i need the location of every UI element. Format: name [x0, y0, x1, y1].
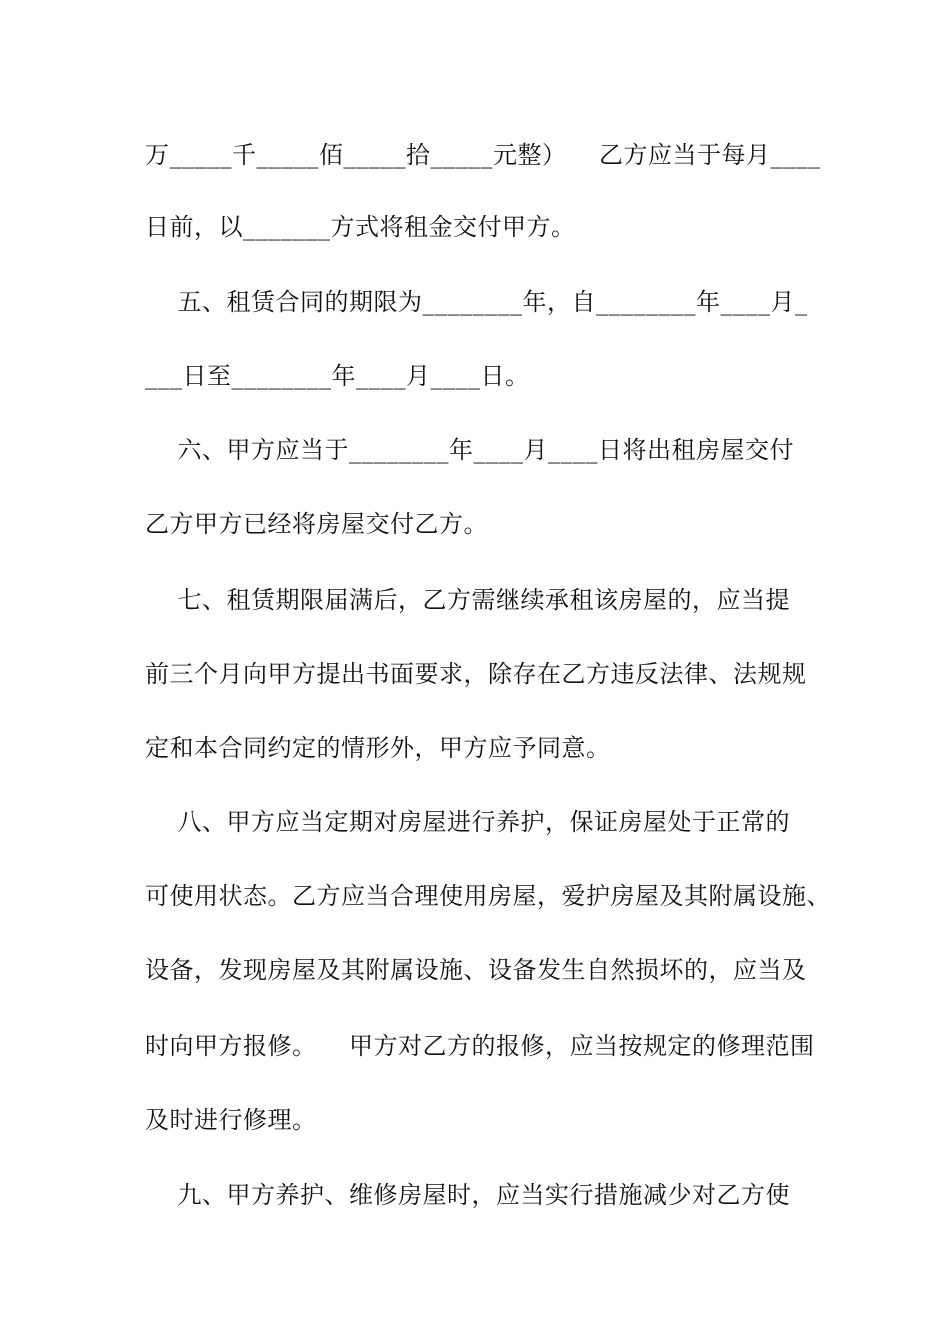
text-line: 及时进行修理。 [145, 1106, 317, 1134]
text-line: 可使用状态。乙方应当合理使用房屋，爱护房屋及其附属设施、 [145, 882, 831, 910]
text-line: 日前，以_______方式将租金交付甲方。 [145, 213, 576, 241]
text-line: 九、甲方养护、维修房屋时，应当实行措施减少对乙方使 [145, 1181, 791, 1209]
text-line: 定和本合同约定的情形外，甲方应予同意。 [145, 734, 611, 762]
text-line: 七、租赁期限届满后，乙方需继续承租该房屋的，应当提 [145, 586, 791, 614]
text-line: 五、租赁合同的期限为________年，自________年____月_ [145, 288, 808, 316]
text-line: ___日至________年____月____日。 [145, 362, 530, 390]
text-line: 万_____千_____佰_____拾_____元整） 乙方应当于每月____ [145, 141, 821, 169]
text-line: 乙方甲方已经将房屋交付乙方。 [145, 510, 488, 538]
text-line: 八、甲方应当定期对房屋进行养护，保证房屋处于正常的 [145, 808, 791, 836]
text-line: 设备，发现房屋及其附属设施、设备发生自然损坏的，应当及 [145, 956, 807, 984]
text-line: 前三个月向甲方提出书面要求，除存在乙方违反法律、法规规 [145, 660, 807, 688]
text-line: 六、甲方应当于________年____月____日将出租房屋交付 [145, 436, 795, 464]
text-line: 时向甲方报修。 甲方对乙方的报修，应当按规定的修理范围 [145, 1032, 815, 1060]
